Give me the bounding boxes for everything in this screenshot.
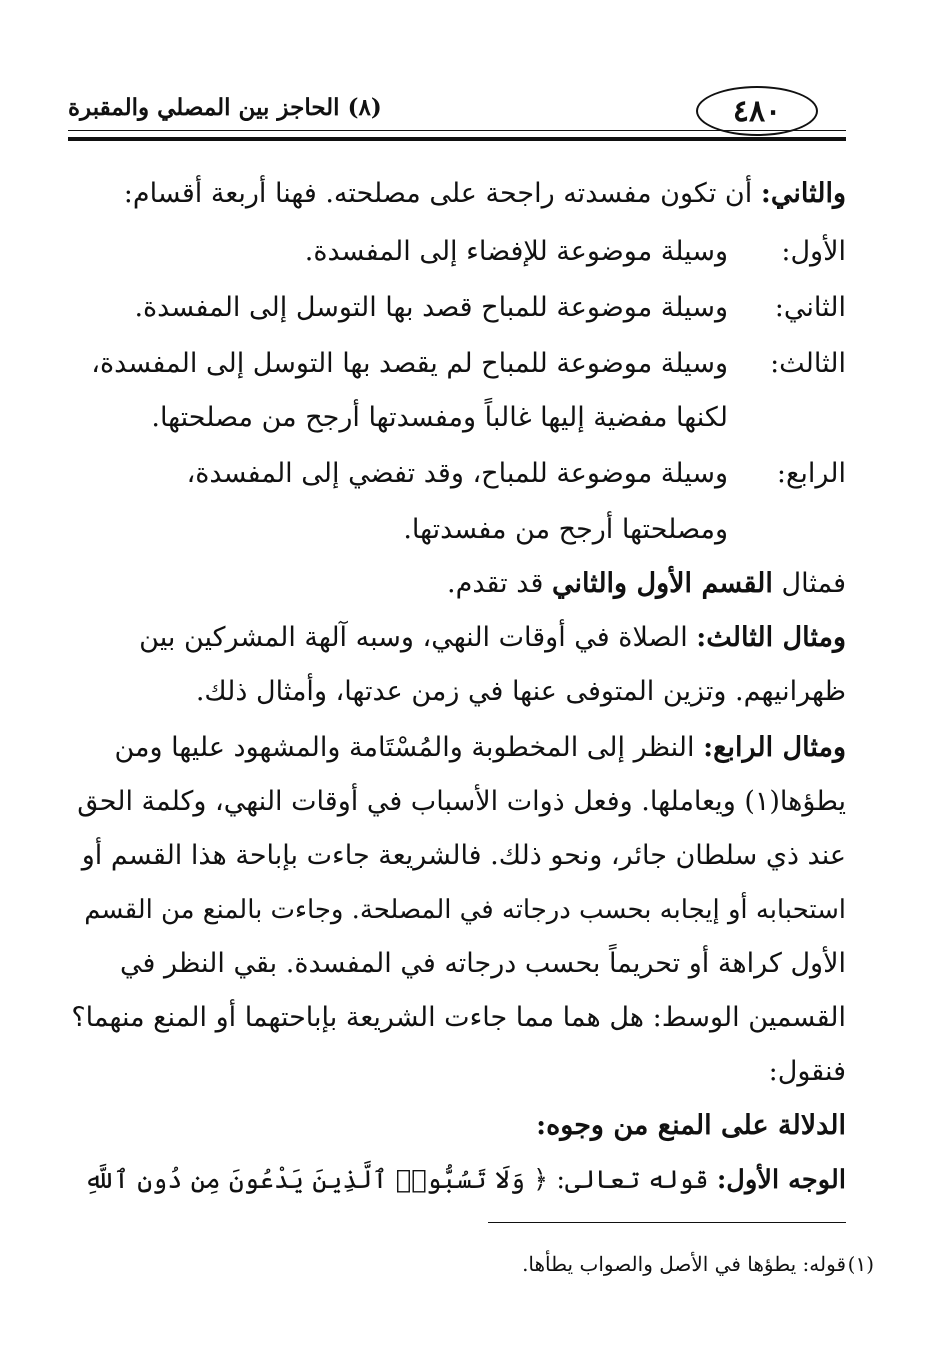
item-label: الثالث: [770,348,846,379]
running-title: (٨) الحاجز بين المصلي والمقبرة [68,94,382,121]
header-rule-thick [68,137,846,141]
header-rule-thin [68,130,846,131]
quran-quote: قوله تعالى: ﴿ وَلَا تَسُبُّوا۟ ٱلَّذِينَ يَدْعُونَ مِن دُونِ ٱللَّهِ [83,1165,717,1195]
line-text: وسيلة موضوعة للمباح قصد بها التوسل إلى المفسدة. [134,292,728,323]
line-text: أن تكون مفسدته راجحة على مصلحته. فهنا أربعة أقسام: [123,178,761,209]
bold-lead: والثاني: [760,178,846,209]
item-label: الثاني: [774,292,846,323]
bold-lead: ومثال الثالث: [696,622,846,653]
list-item-fourth [187,454,846,494]
paragraph-line [114,728,846,768]
line-text: الصلاة في أوقات النهي، وسبه آلهة المشركين بين [139,622,697,653]
paragraph-line: عند ذي سلطان جائر، ونحو ذلك. فالشريعة جاءت بإباحة هذا القسم أو [81,840,846,871]
list-item-first [305,232,846,272]
list-item-third-cont: لكنها مفضية إليها غالباً ومفسدتها أرجح من مصلحتها. [151,402,728,433]
list-item-second [134,288,846,328]
line-text: وسيلة موضوعة للمباح، وقد تفضي إلى المفسدة، [186,458,728,489]
paragraph-line [139,618,846,658]
paragraph-line: الأول كراهة أو تحريماً بحسب درجاته في المفسدة. بقي النظر في [120,948,846,979]
footnote-text: قوله: يطؤها في الأصل والصواب يطأها. [522,1252,846,1276]
list-item-fourth-cont: ومصلحتها أرجح من مفسدتها. [403,514,728,545]
paragraph-line [84,1160,846,1200]
line-text: قد تقدم. [447,568,552,599]
paragraph-line: ظهرانيهم. وتزين المتوفى عنها في زمن عدتها، وأمثال ذلك. [195,676,846,707]
footnote-marker: (١) [847,1252,874,1276]
bold-lead: القسم الأول والثاني [551,568,773,599]
footnote-rule [488,1222,846,1223]
paragraph-line [447,564,846,604]
item-label: الأول: [781,236,846,267]
line-text: النظر إلى المخطوبة والمُسْتَامة والمشهود عليها ومن [114,732,704,763]
bold-lead: ومثال الرابع: [703,732,846,763]
paragraph-line: القسمين الوسط: هل هما مما جاءت الشريعة بإباحتهما أو المنع منهما؟ [71,1002,846,1033]
list-item-third [91,344,846,384]
paragraph-line [124,174,846,214]
line-text: فمثال [772,568,846,599]
item-label: الرابع: [776,458,846,489]
bold-lead: الوجه الأول: [716,1165,846,1195]
line-text: وسيلة موضوعة للمباح لم يقصد بها التوسل إلى المفسدة، [91,348,728,379]
line-text: وسيلة موضوعة للإفضاء إلى المفسدة. [304,236,728,267]
page-number: ٤٨٠ [696,86,818,136]
paragraph-line: فنقول: [768,1056,846,1087]
paragraph-line: استحبابه أو إيجابه بحسب درجاته في المصلحة. وجاءت بالمنع من القسم [84,895,846,925]
paragraph-line: يطؤها(١) ويعاملها. وفعل ذوات الأسباب في أوقات النهي، وكلمة الحق [77,786,846,817]
section-heading: الدلالة على المنع من وجوه: [536,1110,846,1141]
page-header [68,84,846,154]
